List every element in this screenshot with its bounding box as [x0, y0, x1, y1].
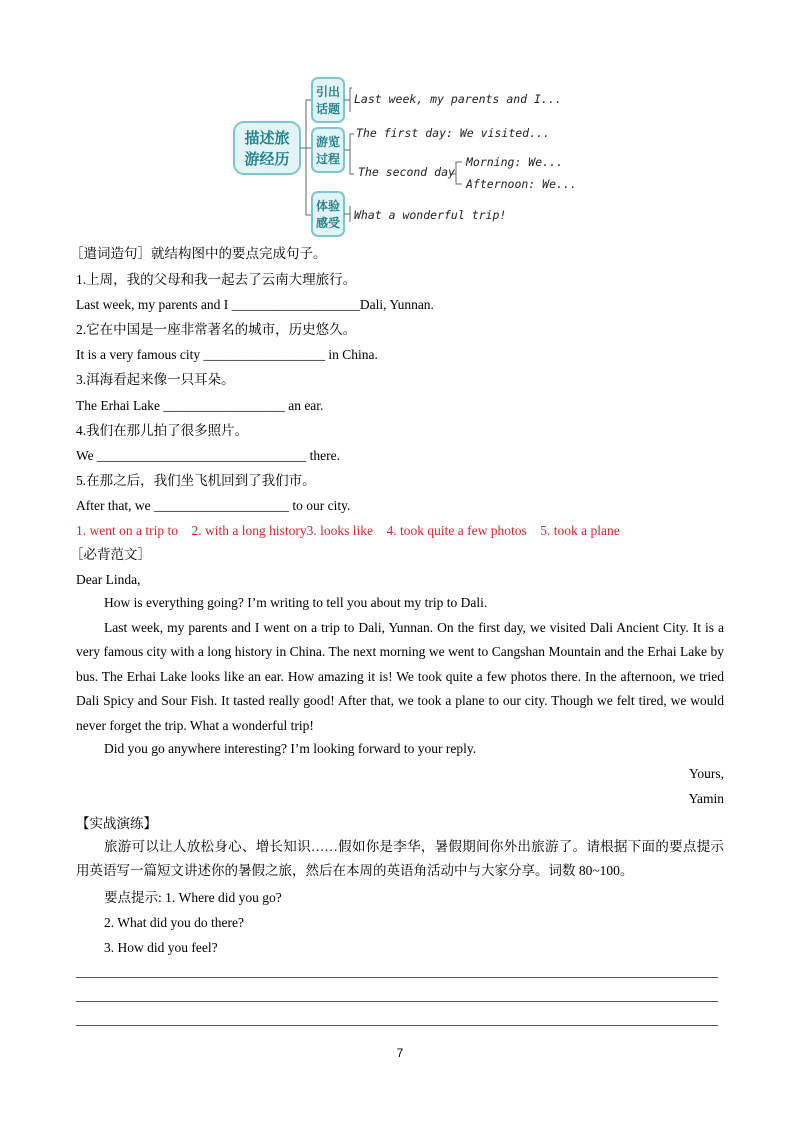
- exercise-en-4: We _______________________________ there.: [76, 448, 341, 463]
- answer-1: 1. went on a trip to: [76, 523, 178, 538]
- morning-text: Morning: We...: [466, 155, 563, 169]
- branch-label-1a: 引出: [315, 85, 341, 99]
- exercise-cn-2: 2.它在中国是一座非常著名的城市，历史悠久。: [76, 322, 357, 337]
- exercise-en-2: It is a very famous city __________________ in China.: [76, 347, 378, 362]
- branch-label-3a: 体验: [315, 199, 341, 213]
- answer-4: 4. took quite a few photos: [386, 523, 527, 538]
- mind-map: [228, 76, 588, 240]
- exercise-cn-4: 4.我们在那儿拍了很多照片。: [76, 423, 249, 438]
- exercise-cn-1: 1.上周，我的父母和我一起去了云南大理旅行。: [76, 272, 357, 287]
- closing: Yours,: [688, 766, 724, 781]
- branch-text-1: Last week, my parents and I...: [354, 92, 562, 106]
- answer-3: 3. looks like: [306, 523, 373, 538]
- center-text-2: 游经历: [244, 150, 290, 168]
- connector-lines: [300, 100, 312, 215]
- writing-line-2[interactable]: [76, 1001, 718, 1002]
- practice-heading: 【实战演练】: [76, 816, 157, 831]
- branch-label-1b: 话题: [315, 102, 341, 116]
- model-paragraph-2: Last week, my parents and I went on a trip to Dali, Yunnan. On the first day, we visited Dali Ancient City. It is a very famous city with a long history in China. The next morning we went to Cangshan Mountain and the Erhai Lake by bus. The Erhai Lake looks like an ear. How amazing it is! We took quite a few photos there. In the afternoon, we tried Dali Spicy and Sour Fish. It tasted really good! After that, we took a plane to our city. Though we felt tired, we would never forget the trip. What a wonderful trip!: [76, 620, 724, 733]
- branch-label-2b: 过程: [315, 152, 341, 166]
- branch-label-2a: 游览: [315, 135, 341, 149]
- branch-text-3: What a wonderful trip!: [354, 208, 507, 222]
- writing-line-3[interactable]: [76, 1025, 718, 1026]
- writing-line-1[interactable]: [76, 977, 718, 978]
- answer-2: 2. with a long history: [191, 523, 307, 538]
- answer-5: 5. took a plane: [540, 523, 620, 538]
- center-text-1: 描述旅: [244, 129, 290, 147]
- branch-text-2: The first day: We visited...: [356, 126, 550, 140]
- model-paragraph-3: Did you go anywhere interesting? I’m looking forward to your reply.: [104, 741, 477, 756]
- exercise-heading: ［遣词造句］就结构图中的要点完成句子。: [70, 246, 327, 261]
- exercise-en-5: After that, we ____________________ to our city.: [76, 498, 351, 513]
- greeting: Dear Linda,: [76, 572, 141, 587]
- page-number: 7: [396, 1046, 404, 1060]
- exercise-en-1: Last week, my parents and I ___________________Dali, Yunnan.: [76, 297, 434, 312]
- branch-subtext: The second day: [358, 165, 455, 179]
- afternoon-text: Afternoon: We...: [466, 177, 577, 191]
- exercise-cn-5: 5.在那之后，我们坐飞机回到了我们市。: [76, 473, 316, 488]
- model-paragraph-1: How is everything going? I’m writing to tell you about my trip to Dali.: [104, 595, 488, 610]
- mind-map-graphic: [228, 76, 588, 240]
- answer-key: [76, 522, 620, 540]
- branch-label-3b: 感受: [315, 216, 341, 230]
- signature: Yamin: [688, 791, 724, 806]
- model-heading: ［必背范文］: [70, 547, 151, 562]
- practice-prompt: 旅游可以让人放松身心、增长知识……假如你是李华，暑假期间你外出旅游了。请根据下面的要点提示用英语写一篇短文讲述你的暑假之旅，然后在本周的英语角活动中与大家分享。词数 80~100。: [76, 839, 724, 879]
- exercise-en-3: The Erhai Lake __________________ an ear.: [76, 398, 324, 413]
- hint-title: 要点提示: 1. Where did you go?: [104, 890, 282, 905]
- exercise-cn-3: 3.洱海看起来像一只耳朵。: [76, 372, 235, 387]
- hint-3: 3. How did you feel?: [104, 940, 218, 955]
- hint-2: 2. What did you do there?: [104, 915, 244, 930]
